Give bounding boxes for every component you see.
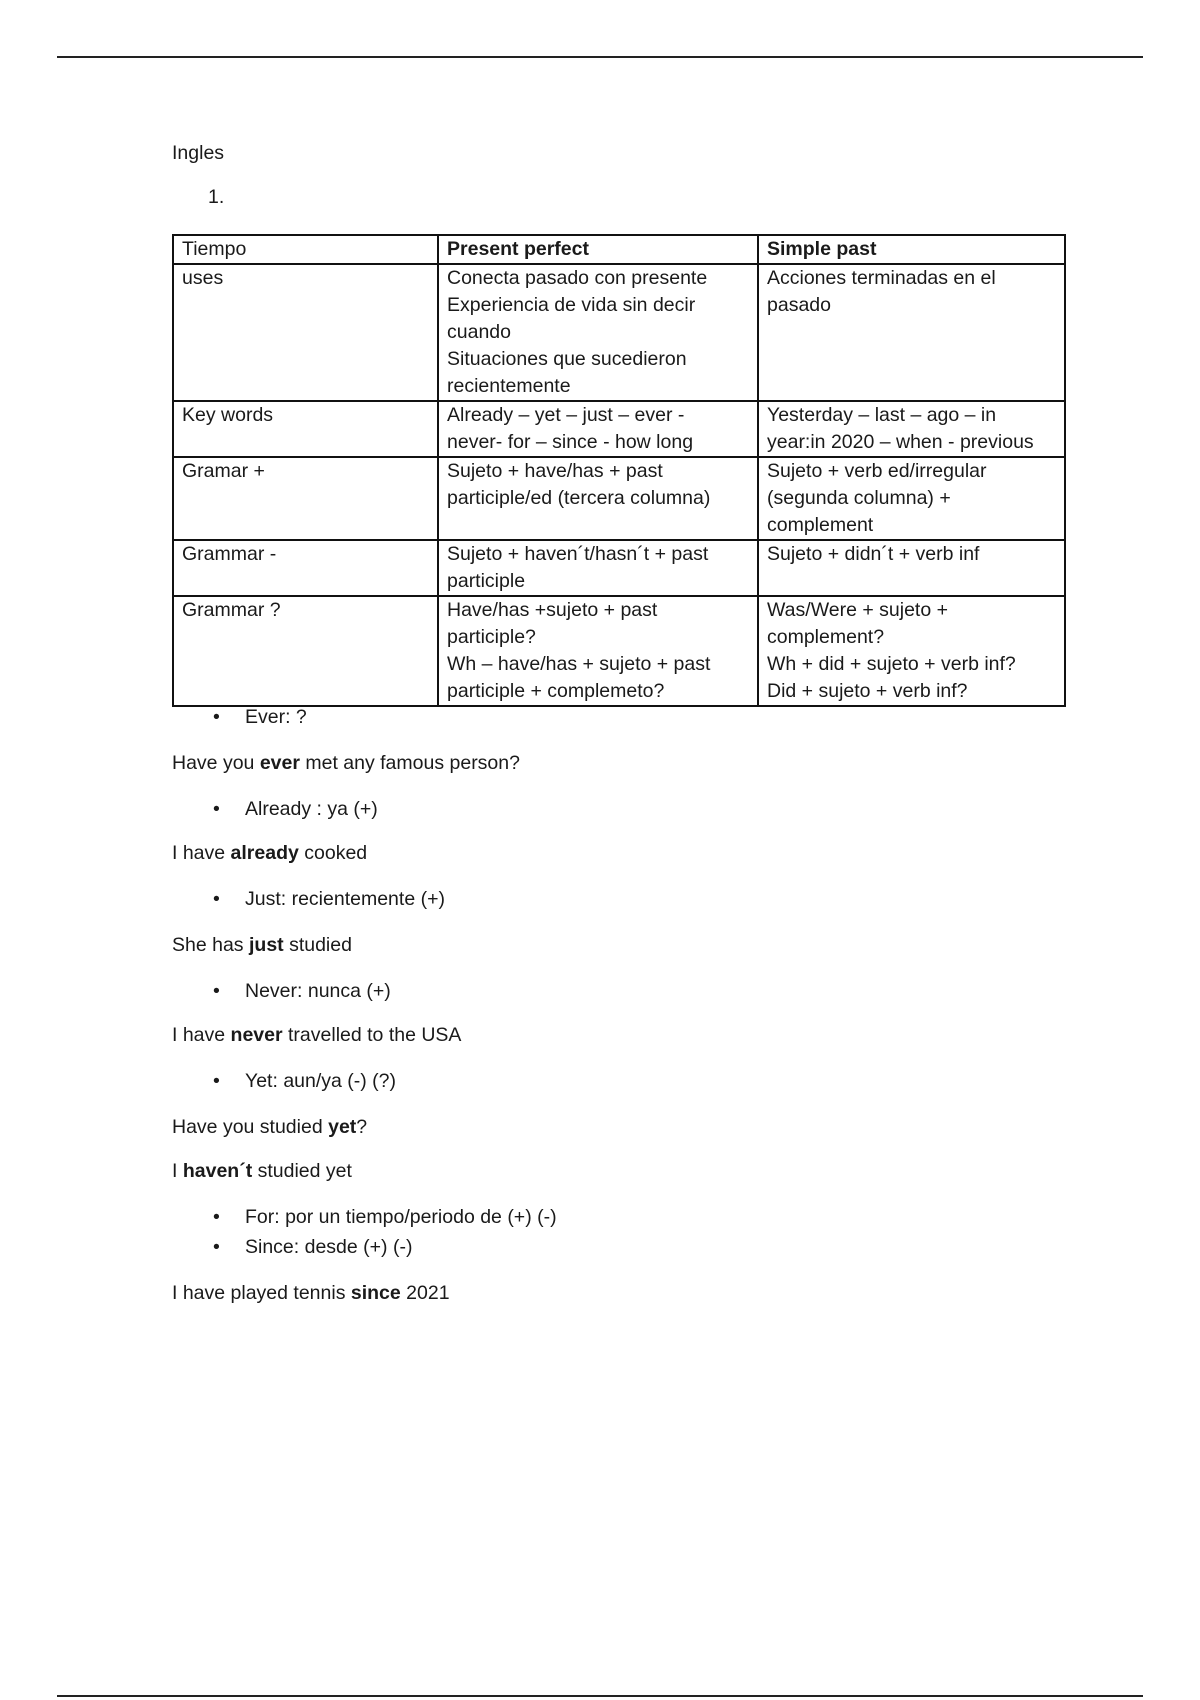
example-text: ? [356,1116,368,1138]
bullet-just [172,886,1072,913]
bullet-dot: • [213,888,220,910]
bullet-text: Since: desde (+) (-) [245,1236,413,1258]
example-text: studied [283,934,352,956]
row-label: Key words [173,401,438,457]
example-keyword: never [230,1024,283,1046]
example-yet-question [172,1114,1072,1141]
present-perfect-cell [438,264,758,401]
example-keyword: since [350,1282,401,1304]
example-text: I have played tennis [172,1282,351,1304]
cell-line: year:in 2020 – when - previous [767,431,1034,453]
bullet-dot: • [213,980,220,1002]
bullet-text: Never: nunca (+) [245,980,391,1002]
simple-past-cell [758,540,1065,596]
example-since [172,1280,1072,1307]
present-perfect-cell [438,596,758,706]
cell-line: Experiencia de vida sin decir [447,294,696,316]
cell-line: Was/Were + sujeto + [767,599,948,621]
cell-line: Sujeto + verb ed/irregular [767,460,987,482]
bullet-text: Just: recientemente (+) [245,888,445,910]
table-row-grammar-negative [173,540,1065,596]
row-label: Grammar ? [173,596,438,706]
example-text: met any famous person? [299,752,520,774]
header-present-perfect: Present perfect [438,235,758,264]
bullet-never [172,978,1072,1005]
example-text: travelled to the USA [282,1024,462,1046]
bullet-for [172,1204,1072,1231]
simple-past-cell [758,457,1065,540]
cell-line: never- for – since - how long [447,431,694,453]
present-perfect-cell [438,401,758,457]
example-text: Have you studied [172,1116,329,1138]
example-text: 2021 [400,1282,450,1304]
example-text: studied yet [252,1160,352,1182]
example-text: She has [172,934,249,956]
example-keyword: just [248,934,284,956]
cell-line: Sujeto + haven´t/hasn´t + past [447,543,709,565]
table-row-grammar-positive [173,457,1065,540]
simple-past-cell [758,596,1065,706]
list-number: 1. [208,186,225,208]
example-text: I have [172,842,231,864]
bullet-text: Ever: ? [245,706,307,728]
cell-line: Sujeto + have/has + past [447,460,663,482]
table-row-grammar-question [173,596,1065,706]
notes-section [172,704,1072,1307]
page-title: Ingles [172,142,225,164]
cell-line: cuando [447,321,511,343]
grammar-table [172,234,1066,707]
example-text: I have [172,1024,231,1046]
simple-past-cell [758,264,1065,401]
bullet-ever [172,704,1072,731]
document-intro [172,140,1072,211]
example-text: cooked [298,842,368,864]
header-tiempo: Tiempo [173,235,438,264]
example-keyword: yet [328,1116,357,1138]
bullet-dot: • [213,1206,220,1228]
row-label: uses [173,264,438,401]
present-perfect-cell [438,457,758,540]
cell-line: participle [447,570,526,592]
row-label: Grammar - [173,540,438,596]
cell-line: participle? [447,626,536,648]
cell-line: complement? [767,626,885,648]
example-never [172,1022,1072,1049]
header-simple-past: Simple past [758,235,1065,264]
example-just [172,932,1072,959]
cell-line: Already – yet – just – ever - [447,404,685,426]
example-keyword: already [230,842,299,864]
cell-line: Acciones terminadas en el [767,267,996,289]
simple-past-cell [758,401,1065,457]
bullet-text: Yet: aun/ya (-) (?) [245,1070,397,1092]
cell-line: participle/ed (tercera columna) [447,487,711,509]
example-text: Have you [172,752,260,774]
example-yet-negative [172,1158,1072,1185]
cell-line: Conecta pasado con presente [447,267,708,289]
cell-line: recientemente [447,375,571,397]
cell-line: Have/has +sujeto + past [447,599,658,621]
bullet-dot: • [213,1070,220,1092]
cell-line: pasado [767,294,831,316]
example-ever [172,750,1072,777]
cell-line: Situaciones que sucedieron [447,348,687,370]
bullet-text: Already : ya (+) [245,798,378,820]
bullet-since [172,1234,1072,1261]
cell-line: Wh + did + sujeto + verb inf? [767,653,1016,675]
cell-line: participle + complemeto? [447,680,665,702]
header-rule [57,56,1143,58]
cell-line: Yesterday – last – ago – in [767,404,997,426]
example-keyword: ever [259,752,300,774]
cell-line: Wh – have/has + sujeto + past [447,653,711,675]
present-perfect-cell [438,540,758,596]
cell-line: (segunda columna) + [767,487,951,509]
example-keyword: haven´t [182,1160,253,1182]
cell-line: Sujeto + didn´t + verb inf [767,543,980,565]
cell-line: Did + sujeto + verb inf? [767,680,968,702]
bullet-dot: • [213,1236,220,1258]
bullet-text: For: por un tiempo/periodo de (+) (-) [245,1206,557,1228]
bullet-yet [172,1068,1072,1095]
table-row-key-words [173,401,1065,457]
example-text: I [172,1160,183,1182]
footer-rule [57,1695,1143,1697]
bullet-dot: • [213,706,220,728]
table-row-uses [173,264,1065,401]
row-label: Gramar + [173,457,438,540]
table-header-row [173,235,1065,264]
bullet-dot: • [213,798,220,820]
cell-line: complement [767,514,874,536]
example-already [172,840,1072,867]
bullet-already [172,796,1072,823]
